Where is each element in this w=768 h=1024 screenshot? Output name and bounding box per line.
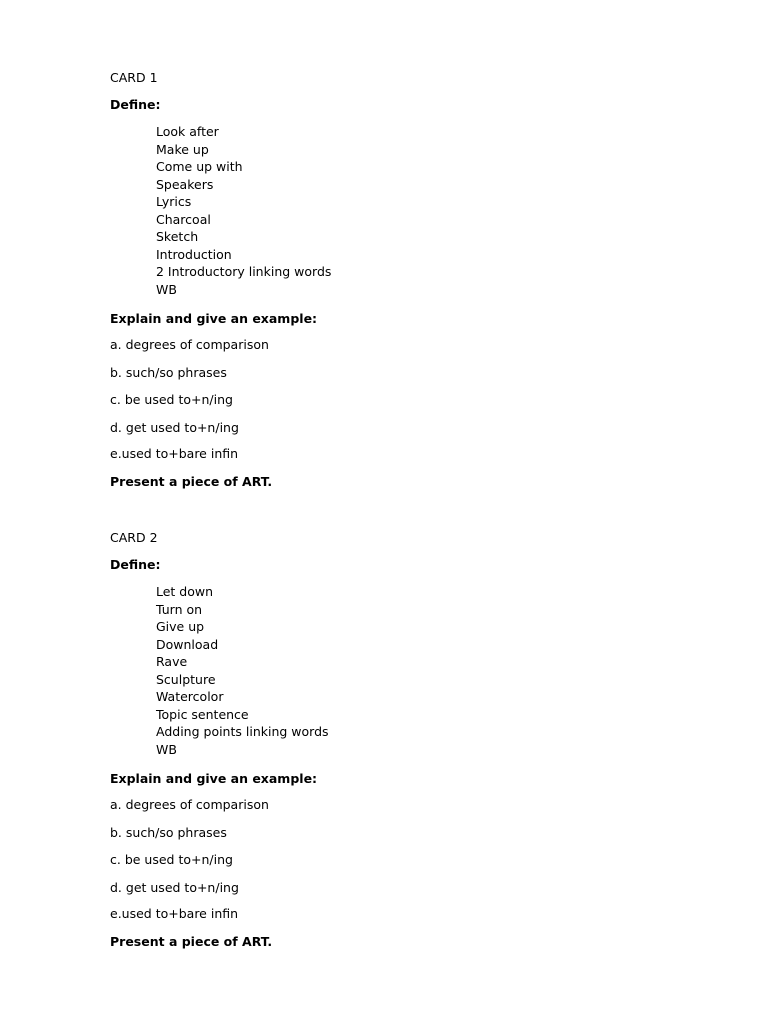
explain-item: e.used to+bare infin	[110, 906, 239, 921]
card-title: CARD 2	[110, 530, 158, 545]
list-item-text: Turn on	[156, 602, 203, 617]
explain-item: a. degrees of comparison	[110, 337, 269, 352]
explain-item: b. such/so phrases	[110, 825, 227, 840]
list-item-text: Rave	[156, 654, 188, 669]
list-item-text: Look after	[156, 124, 219, 139]
explain-item: c. be used to+n/ing	[110, 852, 233, 867]
explain-item: d. get used to+n/ing	[110, 880, 239, 895]
present-instruction: Present a piece of ART.	[110, 934, 273, 949]
list-item-text: Topic sentence	[156, 707, 249, 722]
list-item-text: 2 Introductory linking words	[156, 264, 332, 279]
explain-item: b. such/so phrases	[110, 365, 227, 380]
list-item-text: Introduction	[156, 247, 232, 262]
explain-item: d. get used to+n/ing	[110, 420, 239, 435]
list-item-text: Watercolor	[156, 689, 224, 704]
list-item-text: Sculpture	[156, 672, 216, 687]
list-item-text: Charcoal	[156, 212, 211, 227]
list-item-text: WB	[156, 282, 177, 297]
define-heading: Define:	[110, 97, 161, 112]
list-item-text: Make up	[156, 142, 209, 157]
list-item-text: Let down	[156, 584, 214, 599]
present-instruction: Present a piece of ART.	[110, 474, 273, 489]
explain-item: c. be used to+n/ing	[110, 392, 233, 407]
list-item-text: Download	[156, 637, 219, 652]
list-item-text: Lyrics	[156, 194, 192, 209]
explain-item: e.used to+bare infin	[110, 446, 239, 461]
explain-item: a. degrees of comparison	[110, 797, 269, 812]
list-item-text: Speakers	[156, 177, 214, 192]
list-item-text: Adding points linking words	[156, 724, 329, 739]
card-title: CARD 1	[110, 70, 158, 85]
explain-heading: Explain and give an example:	[110, 771, 318, 786]
explain-heading: Explain and give an example:	[110, 311, 318, 326]
list-item-text: Give up	[156, 619, 205, 634]
list-item-text: Come up with	[156, 159, 243, 174]
list-item-text: Sketch	[156, 229, 199, 244]
define-heading: Define:	[110, 557, 161, 572]
list-item-text: WB	[156, 742, 177, 757]
